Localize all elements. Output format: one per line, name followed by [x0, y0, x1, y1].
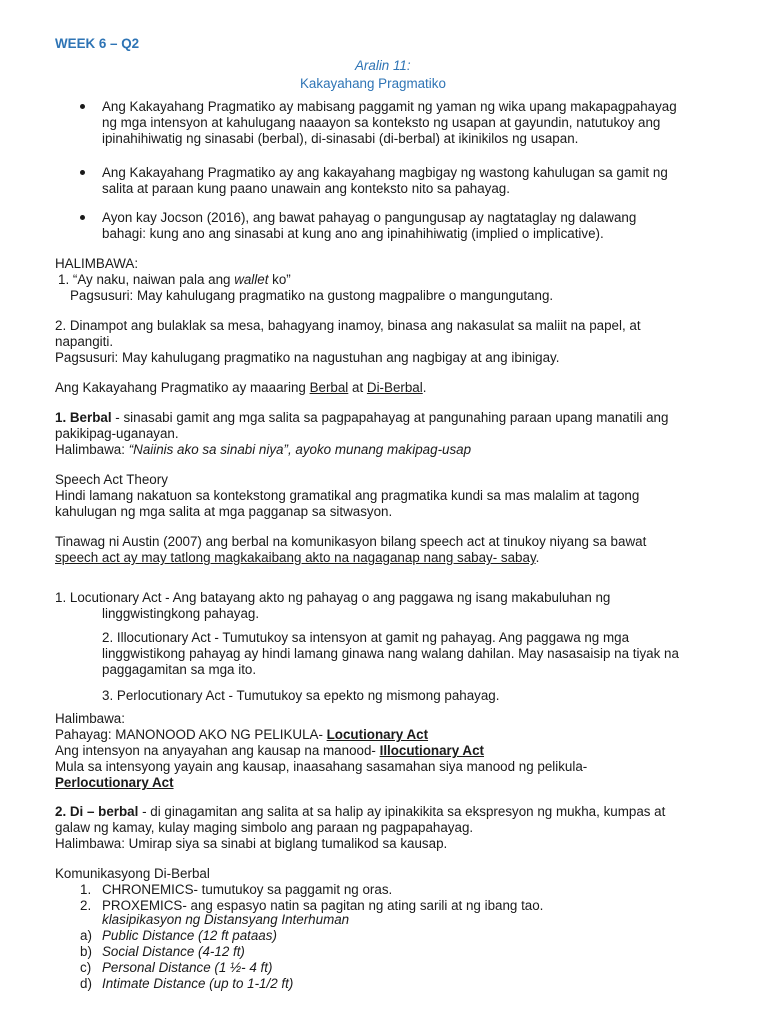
example-2: 2. Dinampot ang bulaklak sa mesa, bahagyang inamoy, binasa ang nakasulat sa maliit na papel, at — [55, 318, 641, 333]
diberbal-example: Halimbawa: Umirap siya sa sinabi at biglang tumalikod sa kausap. — [55, 836, 448, 851]
list-letter: a) — [80, 928, 92, 943]
acts-example-heading: Halimbawa: — [55, 711, 125, 726]
bullet-text: bahagi: kung ano ang sinasabi at kung ano ang ipinahihiwatig (implied o implicative). — [102, 226, 604, 241]
berbal-definition: 1. Berbal - sinasabi gamit ang mga salita sa pagpapahayag at pangunahing paraan upang manatili ang — [55, 410, 669, 425]
acts-example-line: Mula sa intensyong yayain ang kausap, inaasahang sasamahan siya manood ng pelikula- — [55, 759, 588, 774]
bullet-text: ng mga intensyon at kahulugang naaayon sa konteksto ng usapan at gayundin, natutukoy ang — [102, 115, 661, 130]
acts-example-line: Pahayag: MANONOOD AKO NG PELIKULA- Locutionary Act — [55, 727, 429, 742]
bullet-icon — [80, 170, 85, 175]
distance-item: Personal Distance (1 ½- 4 ft) — [102, 960, 273, 975]
bullet-text: Ang Kakayahang Pragmatiko ay mabisang paggamit ng yaman ng wika upang makapagpahayag — [102, 99, 677, 114]
list-letter: c) — [80, 960, 92, 975]
list-item: PROXEMICS- ang espasyo natin sa pagitan ng ating sarili at ng ibang tao. — [102, 898, 544, 913]
locutionary-act-cont: linggwistingkong pahayag. — [102, 606, 260, 621]
bullet-icon — [80, 215, 85, 220]
example-2-analysis: Pagsusuri: May kahulugang pragmatiko na nagustuhan ang nagbigay at ang ibinigay. — [55, 350, 560, 365]
list-letter: d) — [80, 976, 92, 991]
lesson-number: Aralin 11: — [355, 58, 411, 73]
bullet-text: ipinahihiwatig ng sinasabi (berbal), di-sinasabi (di-berbal) at ikinikilos ng usapan. — [102, 131, 579, 146]
speech-act-text: speech act ay may tatlong magkakaibang akto na nagaganap nang sabay- sabay. — [55, 550, 540, 565]
locutionary-act: 1. Locutionary Act - Ang batayang akto ng pahayag o ang paggawa ng isang makabuluhan ng — [55, 590, 611, 605]
acts-example-tag: Perlocutionary Act — [55, 775, 174, 790]
list-number: 1. — [80, 882, 92, 897]
example-1-analysis: Pagsusuri: May kahulugang pragmatiko na gustong magpalibre o mangungutang. — [70, 288, 554, 303]
example-2-cont: napangiti. — [55, 334, 114, 349]
illocutionary-act: 2. Illocutionary Act - Tumutukoy sa intensyon at gamit ng pahayag. Ang paggawa ng mga — [102, 630, 630, 645]
speech-act-title: Speech Act Theory — [55, 472, 168, 487]
illocutionary-act-cont: linggwistikong pahayag ay hindi lamang ginawa nang walang dahilan. May nasasaisip na tiyak na — [102, 646, 679, 661]
berbal-example: Halimbawa: “Naiinis ako sa sinabi niya”, ayoko munang makipag-usap — [55, 442, 472, 457]
types-sentence: Ang Kakayahang Pragmatiko ay maaaring Berbal at Di-Berbal. — [55, 380, 427, 395]
distance-item: Public Distance (12 ft pataas) — [102, 928, 277, 943]
komunikasyon-title: Komunikasyong Di-Berbal — [55, 866, 210, 881]
acts-example-line: Ang intensyon na anyayahan ang kausap na manood- Illocutionary Act — [55, 743, 485, 758]
week-label: WEEK 6 – Q2 — [55, 36, 140, 51]
berbal-definition-cont: pakikipag-uganayan. — [55, 426, 179, 441]
speech-act-text: Hindi lamang nakatuon sa kontekstong gramatikal ang pragmatika kundi sa mas malalim at tagong — [55, 488, 640, 503]
speech-act-text: kahulugan ng mga salita at mga pagganap sa sitwasyon. — [55, 504, 393, 519]
list-letter: b) — [80, 944, 92, 959]
list-item: CHRONEMICS- tumutukoy sa paggamit ng oras. — [102, 882, 393, 897]
bullet-text: salita at paraan kung paano unawain ang konteksto nito sa pahayag. — [102, 181, 510, 196]
halimbawa-heading: HALIMBAWA: — [55, 256, 139, 271]
bullet-text: Ang Kakayahang Pragmatiko ay ang kakayahang magbigay ng wastong kahulugan sa gamit ng — [102, 165, 668, 180]
example-1: 1. “Ay naku, naiwan pala ang wallet ko” — [58, 272, 291, 287]
distance-subtitle: klasipikasyon ng Distansyang Interhuman — [102, 912, 350, 927]
bullet-icon — [80, 104, 85, 109]
distance-item: Social Distance (4-12 ft) — [102, 944, 245, 959]
bullet-text: Ayon kay Jocson (2016), ang bawat pahayag o pangungusap ay nagtataglay ng dalawang — [102, 210, 637, 225]
diberbal-definition-cont: galaw ng kamay, kulay maging simbolo ang paraan ng pagpapahayag. — [55, 820, 474, 835]
lesson-title: Kakayahang Pragmatiko — [300, 76, 446, 91]
distance-item: Intimate Distance (up to 1-1/2 ft) — [102, 976, 294, 991]
diberbal-definition: 2. Di – berbal - di ginagamitan ang salita at sa halip ay ipinakikita sa ekspresyon ng mukha, kumpas at — [55, 804, 666, 819]
illocutionary-act-cont: paggagamitan sa mga ito. — [102, 662, 257, 677]
speech-act-text: Tinawag ni Austin (2007) ang berbal na komunikasyon bilang speech act at tinukoy niyang sa bawat — [55, 534, 647, 549]
perlocutionary-act: 3. Perlocutionary Act - Tumutukoy sa epekto ng mismong pahayag. — [102, 688, 500, 703]
list-number: 2. — [80, 898, 92, 913]
